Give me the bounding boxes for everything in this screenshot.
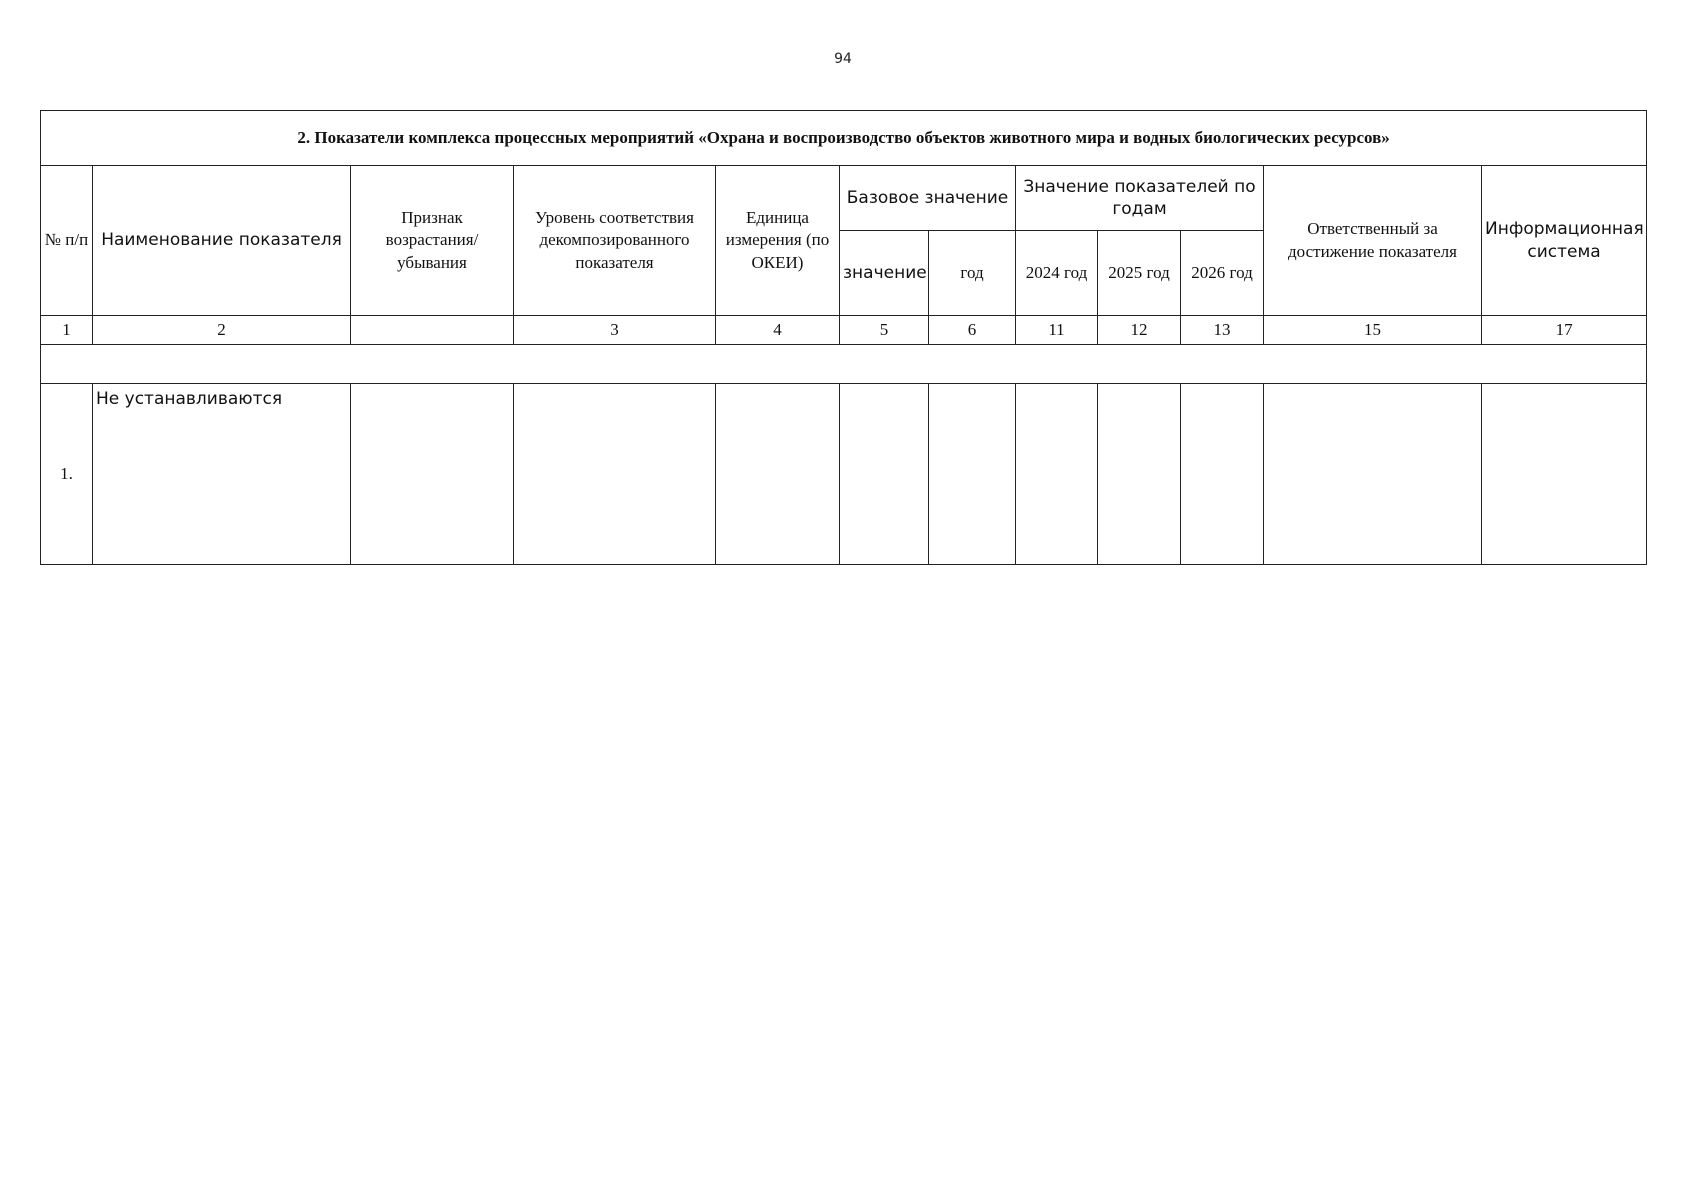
row-name: Не устанавливаются	[93, 384, 351, 565]
indicators-table	[40, 110, 1647, 565]
column-number: 1	[41, 316, 93, 345]
column-number: 3	[514, 316, 716, 345]
header-year-2024: 2024 год	[1016, 231, 1098, 316]
header-responsible: Ответственный за достижение показателя	[1264, 166, 1482, 316]
header-name: Наименование показателя	[93, 166, 351, 316]
column-number: 5	[840, 316, 929, 345]
column-number: 13	[1181, 316, 1264, 345]
page-number: 94	[834, 51, 852, 67]
blank-cell	[41, 345, 1647, 384]
empty-cell	[1016, 384, 1098, 565]
column-number: 17	[1482, 316, 1647, 345]
empty-cell	[840, 384, 929, 565]
empty-cell	[514, 384, 716, 565]
header-base: Базовое значение	[840, 166, 1016, 231]
header-year-2025: 2025 год	[1098, 231, 1181, 316]
row-number: 1.	[41, 384, 93, 565]
empty-cell	[1264, 384, 1482, 565]
header-year-2026: 2026 год	[1181, 231, 1264, 316]
header-level: Уровень соответствия декомпозированного показателя	[514, 166, 716, 316]
header-trend: Признак возрастания/ убывания	[351, 166, 514, 316]
header-info-system: Информационная система	[1482, 166, 1647, 316]
header-unit: Единица измерения (по ОКЕИ)	[716, 166, 840, 316]
empty-cell	[351, 384, 514, 565]
column-number: 6	[929, 316, 1016, 345]
table-row	[41, 384, 1647, 565]
empty-cell	[929, 384, 1016, 565]
column-number: 15	[1264, 316, 1482, 345]
header-base-value: значение	[840, 231, 929, 316]
column-number: 12	[1098, 316, 1181, 345]
section-blank-row	[41, 345, 1647, 384]
column-numbers-row	[41, 316, 1647, 345]
header-years-group: Значение показателей по годам	[1016, 166, 1264, 231]
column-number	[351, 316, 514, 345]
empty-cell	[1181, 384, 1264, 565]
empty-cell	[716, 384, 840, 565]
column-number: 2	[93, 316, 351, 345]
column-number: 11	[1016, 316, 1098, 345]
empty-cell	[1482, 384, 1647, 565]
empty-cell	[1098, 384, 1181, 565]
header-base-year: год	[929, 231, 1016, 316]
header-num: № п/п	[41, 166, 93, 316]
column-number: 4	[716, 316, 840, 345]
table-title: 2. Показатели комплекса процессных мероприятий «Охрана и воспроизводство объектов животного мира и водных биологических ресурсов»	[41, 111, 1647, 166]
